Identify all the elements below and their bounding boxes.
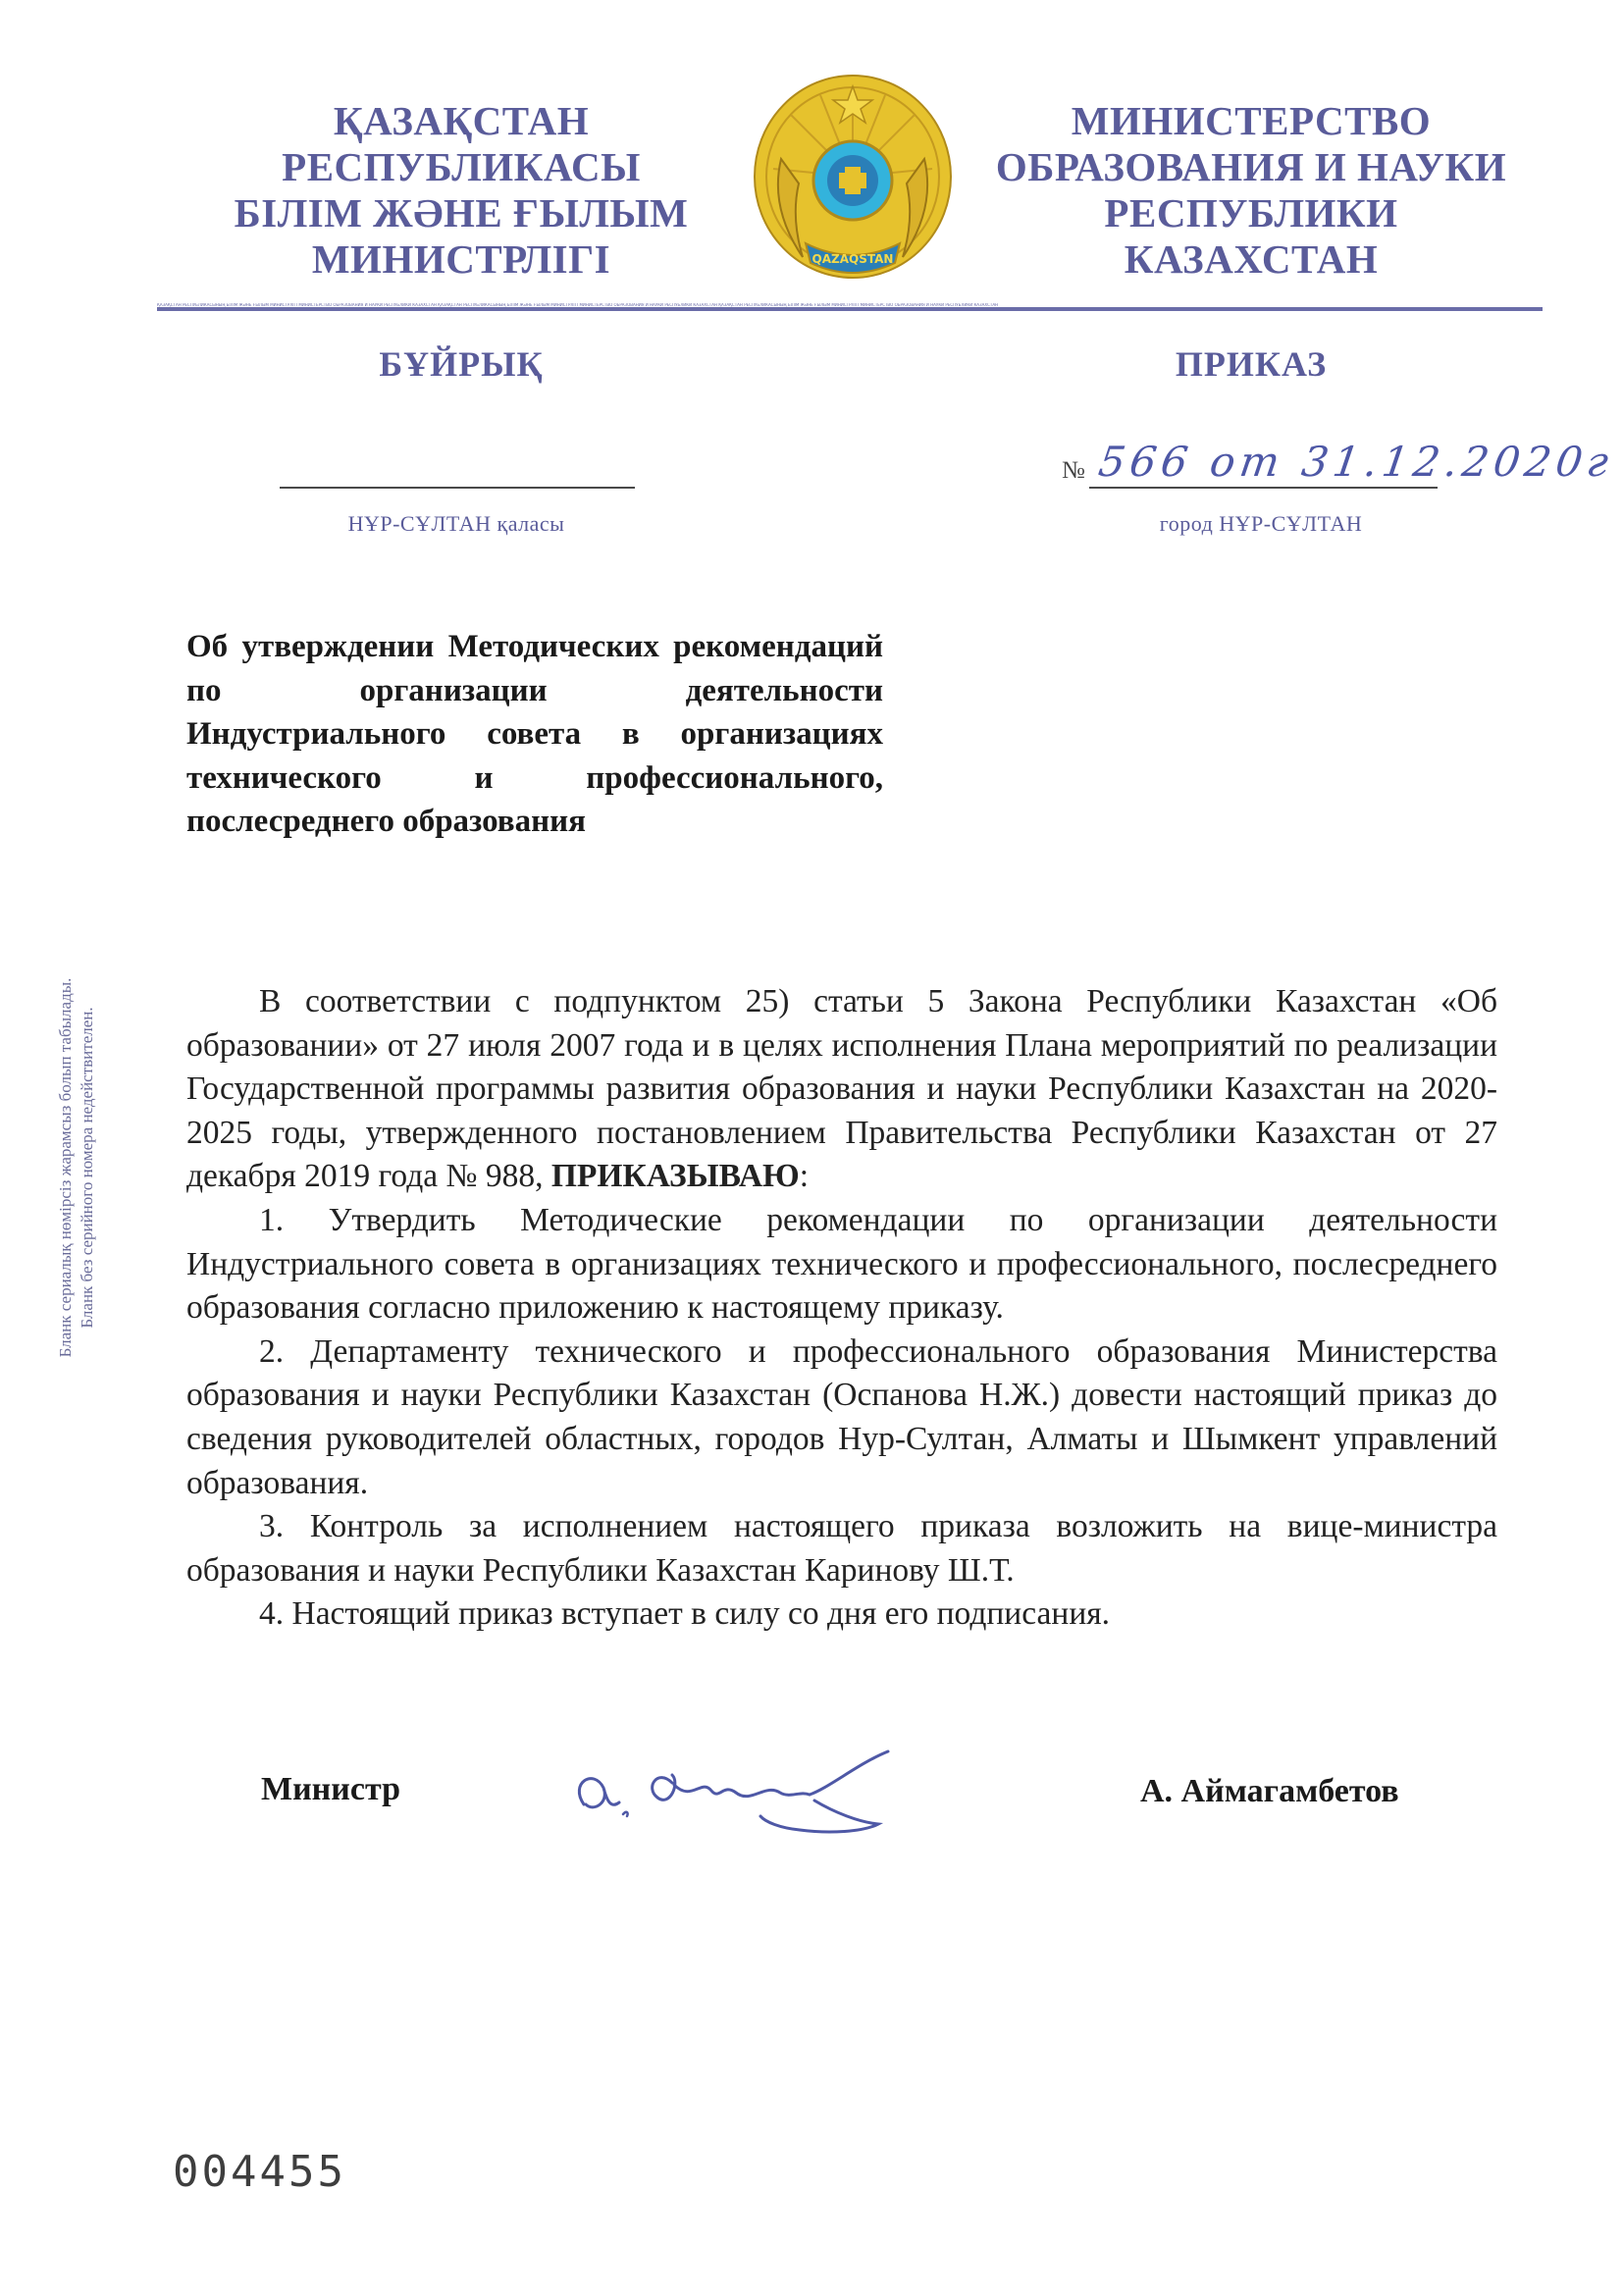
city-kazakh: НҰР-СҰЛТАН қаласы xyxy=(347,511,565,536)
side-note-kazakh: Бланк сериалық нөмірсіз жарамсыз болып табылады. xyxy=(56,977,75,1358)
header-ru-line: КАЗАХСТАН xyxy=(1124,236,1379,282)
order-title: Об утверждении Методических рекомендаций по организации деятельности Индустриального совета в организациях технического и профессионального, послесреднего образования xyxy=(186,629,883,839)
header-kz-line: БІЛІМ ЖӘНЕ ҒЫЛЫМ xyxy=(234,190,689,235)
emblem-caption: QAZAQSTAN xyxy=(812,252,894,266)
header-divider xyxy=(157,307,1543,311)
signer-name: А. Аймагамбетов xyxy=(1140,1773,1399,1809)
signoff-block xyxy=(0,1761,1623,1859)
header-kz-line: МИНИСТРЛІГІ xyxy=(311,236,611,282)
header-microtext: ҚАЗАҚСТАН РЕСПУБЛИКАСЫНЫҢ БІЛІМ ЖӘНЕ ҒЫЛЫМ МИНИСТРЛІГІ МИНИСТЕРСТВО ОБРАЗОВАНИЯ И НАУКИ РЕСПУБЛИКИ КАЗАХСТАН ҚАЗАҚСТАН РЕСПУБЛИКАСЫНЫҢ БІЛІМ ЖӘНЕ ҒЫЛЫМ МИНИСТРЛІГІ МИНИСТЕРСТВО ОБРАЗОВАНИЯ И НАУКИ РЕСПУБЛИКИ КАЗАХСТАН ҚАЗАҚСТАН РЕСПУБЛИКАСЫНЫҢ БІЛІМ ЖӘНЕ ҒЫЛЫМ МИНИСТРЛІГІ МИНИСТЕРСТВО ОБРАЗОВАНИЯ И НАУКИ РЕСПУБЛИКИ КАЗАХСТАН xyxy=(157,303,999,307)
number-sign: № xyxy=(1062,457,1085,484)
order-item: 3. Контроль за исполнением настоящего приказа возложить на вице-министра образования и науки Республики Казахстан Каринову Ш.Т. xyxy=(186,1508,1497,1589)
order-item: 2. Департаменту технического и профессионального образования Министерства образования и науки Республики Казахстан (Оспанова Н.Ж.) довести настоящий приказ до сведения руководителей областных, городов Нур-Султан, Алматы и Шымкент управлений образования. xyxy=(186,1332,1497,1501)
ministry-header-russian xyxy=(976,98,1526,283)
ru-number-line xyxy=(1089,487,1438,489)
order-item: 1. Утвердить Методические рекомендации по организации деятельности Индустриального совета в организациях технического и профессионального, послесреднего образования согласно приложению к настоящему приказу. xyxy=(186,1201,1497,1327)
order-type-kazakh: БҰЙРЫҚ xyxy=(379,344,544,384)
blank-serial-number: 004455 xyxy=(173,2147,346,2197)
header-kz-line: ҚАЗАҚСТАН xyxy=(333,98,590,143)
header-ru-line: МИНИСТЕРСТВО xyxy=(1071,98,1432,143)
order-item: 4. Настоящий приказ вступает в силу со дня его подписания. xyxy=(259,1595,1111,1633)
city-russian: город НҰР-СҰЛТАН xyxy=(1159,511,1363,536)
header-kz-line: РЕСПУБЛИКАСЫ xyxy=(282,144,641,189)
header-ru-line: РЕСПУБЛИКИ xyxy=(1104,190,1398,235)
kz-number-line xyxy=(280,487,635,489)
handwritten-signature xyxy=(564,1744,917,1852)
order-body xyxy=(186,980,1497,1637)
blank-validity-note xyxy=(55,932,114,1403)
preamble-colon: : xyxy=(799,1158,810,1195)
ministry-header-kazakh xyxy=(186,98,736,283)
preamble-paragraph xyxy=(186,980,1497,1199)
preamble-text: В соответствии с подпунктом 25) статьи 5 Закона Республики Казахстан «Об образовании» от 27 июля 2007 года и в целях исполнения Плана мероприятий по реализации Государственной программы развития образования и науки Республики Казахстан на 2020-2025 годы, утвержденного постановлением Правительства Республики Казахстан от 27 декабря 2019 года № 988, xyxy=(186,983,1497,1195)
handwritten-order-number: 566 от 31.12.2020г xyxy=(1095,438,1617,486)
side-note-russian: Бланк без серийного номера недействителен. xyxy=(78,1007,96,1329)
decree-word: ПРИКАЗЫВАЮ xyxy=(550,1158,800,1195)
state-emblem-icon xyxy=(752,71,954,288)
signer-title: Министр xyxy=(261,1771,400,1807)
order-type-russian: ПРИКАЗ xyxy=(1175,344,1328,384)
header-ru-line: ОБРАЗОВАНИЯ И НАУКИ xyxy=(995,144,1507,189)
